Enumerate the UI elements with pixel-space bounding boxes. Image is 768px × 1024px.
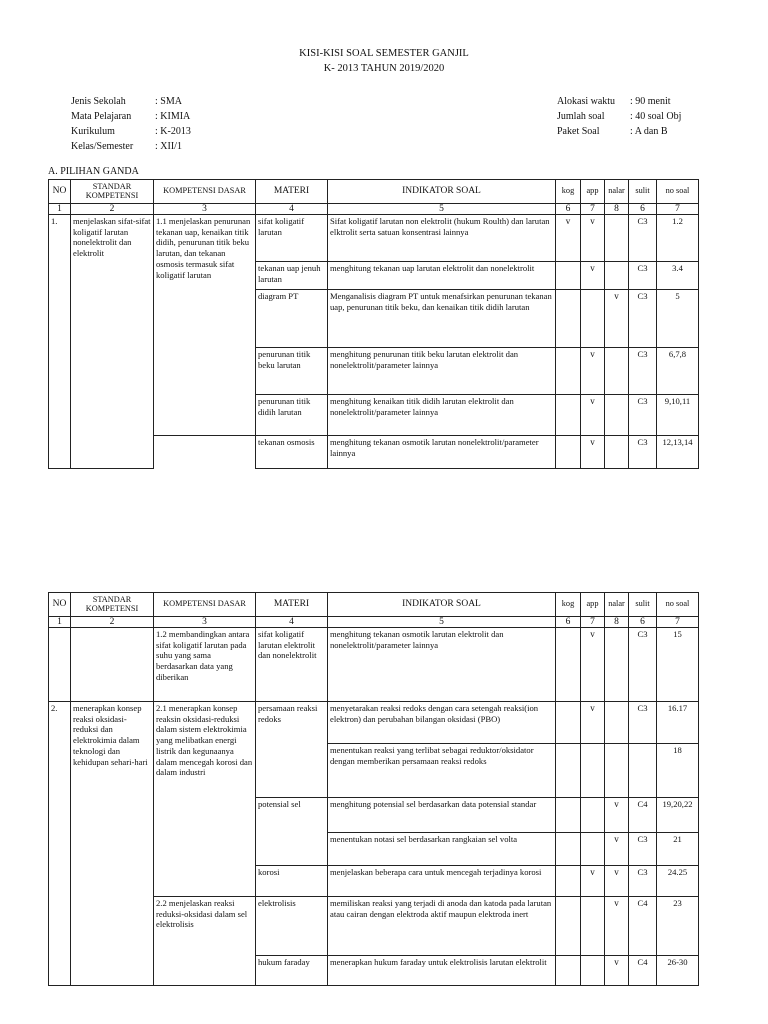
difficulty: C3 bbox=[629, 348, 657, 395]
nalar-mark: v bbox=[605, 833, 629, 866]
app-mark: v bbox=[581, 628, 605, 702]
standar-kompetensi: menerapkan konsep reaksi oksidasi-reduksi dan elektrokimia dalam teknologi dan kehidupan sehari-hari bbox=[71, 702, 154, 986]
row-number: 1. bbox=[49, 215, 71, 469]
question-numbers: 16.17 bbox=[657, 702, 699, 744]
col-header-nosoal: no soal bbox=[657, 593, 699, 617]
document-subtitle: K- 2013 TAHUN 2019/2020 bbox=[323, 63, 445, 74]
column-number-row: 1 2 3 4 5 6 7 8 6 7 bbox=[49, 617, 699, 628]
col-header-sulit: sulit bbox=[629, 180, 657, 204]
meta-subject: Mata Pelajaran : KIMIA bbox=[71, 111, 191, 122]
nalar-mark: v bbox=[605, 956, 629, 986]
col-header-no: NO bbox=[49, 180, 71, 204]
col-header-app: app bbox=[581, 180, 605, 204]
indikator: menghitung tekanan uap larutan elektrolit dan nonelektrolit bbox=[328, 262, 556, 290]
difficulty: C3 bbox=[629, 215, 657, 262]
kog-mark bbox=[556, 702, 581, 744]
meta-curriculum: Kurikulum : K-2013 bbox=[71, 126, 191, 137]
materi: diagram PT bbox=[256, 290, 328, 348]
indikator: menerapkan hukum faraday untuk elektrolisis larutan elektrolit bbox=[328, 956, 556, 986]
materi: sifat koligatif larutan elektrolit dan nonelektrolit bbox=[256, 628, 328, 702]
kog-mark bbox=[556, 744, 581, 798]
kog-mark bbox=[556, 395, 581, 436]
app-mark: v bbox=[581, 702, 605, 744]
col-header-kog: kog bbox=[556, 593, 581, 617]
question-numbers: 3.4 bbox=[657, 262, 699, 290]
col-header-app: app bbox=[581, 593, 605, 617]
kompetensi-dasar: 2.2 menjelaskan reaksi reduksi-oksidasi dalam sel elektrolisis bbox=[154, 897, 256, 986]
empty-cell bbox=[154, 436, 256, 469]
table-header-row bbox=[49, 593, 699, 617]
difficulty: C3 bbox=[629, 833, 657, 866]
col-header-kd: KOMPETENSI DASAR bbox=[154, 593, 256, 617]
kog-mark bbox=[556, 290, 581, 348]
materi: penurunan titik didih larutan bbox=[256, 395, 328, 436]
question-numbers: 9,10,11 bbox=[657, 395, 699, 436]
question-numbers: 21 bbox=[657, 833, 699, 866]
kog-mark bbox=[556, 262, 581, 290]
kompetensi-dasar: 1.1 menjelaskan penurunan tekanan uap, kenaikan titik didih, penurunan titik beku larutan, dan tekanan osmosis termasuk sifat koligatif larutan bbox=[154, 215, 256, 436]
nalar-mark: v bbox=[605, 897, 629, 956]
nalar-mark bbox=[605, 395, 629, 436]
app-mark: v bbox=[581, 866, 605, 897]
col-header-sk: STANDAR KOMPETENSI bbox=[71, 180, 154, 204]
meta-time-allocation: Alokasi waktu : 90 menit bbox=[557, 96, 671, 107]
table-row bbox=[49, 628, 699, 702]
indikator: menentukan notasi sel berdasarkan rangkaian sel volta bbox=[328, 833, 556, 866]
column-number-row: 1 2 3 4 5 6 7 8 6 7 bbox=[49, 204, 699, 215]
question-numbers: 23 bbox=[657, 897, 699, 956]
kog-mark bbox=[556, 866, 581, 897]
difficulty: C3 bbox=[629, 290, 657, 348]
kog-mark: v bbox=[556, 215, 581, 262]
nalar-mark bbox=[605, 262, 629, 290]
kog-mark bbox=[556, 833, 581, 866]
table-header-row bbox=[49, 180, 699, 204]
kog-mark bbox=[556, 897, 581, 956]
app-mark bbox=[581, 744, 605, 798]
indikator: menghitung tekanan osmotik larutan elektrolit dan nonelektrolit/parameter lainnya bbox=[328, 628, 556, 702]
col-header-nalar: nalar bbox=[605, 180, 629, 204]
materi: sifat koligatif larutan bbox=[256, 215, 328, 262]
kog-mark bbox=[556, 628, 581, 702]
question-numbers: 24.25 bbox=[657, 866, 699, 897]
nalar-mark: v bbox=[605, 290, 629, 348]
question-numbers: 15 bbox=[657, 628, 699, 702]
col-header-kog: kog bbox=[556, 180, 581, 204]
document-title: KISI-KISI SOAL SEMESTER GANJIL bbox=[299, 48, 469, 59]
meta-school-type: Jenis Sekolah : SMA bbox=[71, 96, 182, 107]
question-numbers: 26-30 bbox=[657, 956, 699, 986]
difficulty: C4 bbox=[629, 956, 657, 986]
section-title: A. PILIHAN GANDA bbox=[48, 166, 139, 177]
meta-question-count: Jumlah soal : 40 soal Obj bbox=[557, 111, 682, 122]
kog-mark bbox=[556, 956, 581, 986]
app-mark: v bbox=[581, 436, 605, 469]
materi: korosi bbox=[256, 866, 328, 897]
app-mark: v bbox=[581, 262, 605, 290]
col-header-sk: STANDAR KOMPETENSI bbox=[71, 593, 154, 617]
table-multiple-choice-1 bbox=[48, 179, 699, 469]
question-numbers: 18 bbox=[657, 744, 699, 798]
indikator: menghitung tekanan osmotik larutan nonelektrolit/parameter lainnya bbox=[328, 436, 556, 469]
materi: penurunan titik beku larutan bbox=[256, 348, 328, 395]
indikator: menjelaskan beberapa cara untuk mencegah terjadinya korosi bbox=[328, 866, 556, 897]
difficulty: C3 bbox=[629, 262, 657, 290]
difficulty bbox=[629, 744, 657, 798]
materi: tekanan uap jenuh larutan bbox=[256, 262, 328, 290]
kog-mark bbox=[556, 436, 581, 469]
nalar-mark bbox=[605, 215, 629, 262]
col-header-materi: MATERI bbox=[256, 180, 328, 204]
materi: tekanan osmosis bbox=[256, 436, 328, 469]
col-header-kd: KOMPETENSI DASAR bbox=[154, 180, 256, 204]
app-mark bbox=[581, 956, 605, 986]
difficulty: C3 bbox=[629, 436, 657, 469]
indikator: Menganalisis diagram PT untuk menafsirkan penurunan tekanan uap, penurunan titik beku, dan kenaikan titik didih larutan bbox=[328, 290, 556, 348]
col-header-indikator: INDIKATOR SOAL bbox=[328, 593, 556, 617]
meta-left bbox=[71, 94, 191, 154]
app-mark bbox=[581, 833, 605, 866]
col-header-no: NO bbox=[49, 593, 71, 617]
nalar-mark bbox=[605, 628, 629, 702]
app-mark: v bbox=[581, 395, 605, 436]
col-header-nosoal: no soal bbox=[657, 180, 699, 204]
indikator: menyetarakan reaksi redoks dengan cara setengah reaksi(ion elektron) dan perubahan bilangan oksidasi (PBO) bbox=[328, 702, 556, 744]
nalar-mark bbox=[605, 702, 629, 744]
nalar-mark: v bbox=[605, 866, 629, 897]
indikator: menghitung penurunan titik beku larutan elektrolit dan nonelektrolit/parameter lainnya bbox=[328, 348, 556, 395]
app-mark bbox=[581, 290, 605, 348]
row-number bbox=[49, 628, 71, 702]
meta-question-package: Paket Soal : A dan B bbox=[557, 126, 668, 137]
col-header-sulit: sulit bbox=[629, 593, 657, 617]
materi: potensial sel bbox=[256, 798, 328, 866]
question-numbers: 1.2 bbox=[657, 215, 699, 262]
kompetensi-dasar: 1.2 membandingkan antara sifat koligatif larutan pada suhu yang sama berdasarkan data yang diberikan bbox=[154, 628, 256, 702]
app-mark bbox=[581, 798, 605, 833]
meta-class-semester: Kelas/Semester : XII/1 bbox=[71, 141, 182, 152]
difficulty: C3 bbox=[629, 866, 657, 897]
indikator: menghitung potensial sel berdasarkan data potensial standar bbox=[328, 798, 556, 833]
kog-mark bbox=[556, 348, 581, 395]
kompetensi-dasar: 2.1 menerapkan konsep reaksin oksidasi-reduksi dalam sistem elektrokimia yang melibatkan energi listrik dan kegunaanya dalam mencegah korosi dan dalam industri bbox=[154, 702, 256, 897]
nalar-mark bbox=[605, 436, 629, 469]
col-header-materi: MATERI bbox=[256, 593, 328, 617]
question-numbers: 19,20,22 bbox=[657, 798, 699, 833]
difficulty: C3 bbox=[629, 395, 657, 436]
col-header-indikator: INDIKATOR SOAL bbox=[328, 180, 556, 204]
table-row bbox=[49, 702, 699, 744]
standar-kompetensi bbox=[71, 628, 154, 702]
materi: persamaan reaksi redoks bbox=[256, 702, 328, 798]
difficulty: C3 bbox=[629, 702, 657, 744]
materi: elektrolisis bbox=[256, 897, 328, 956]
meta-right bbox=[557, 94, 681, 139]
table-row bbox=[49, 215, 699, 262]
indikator: Sifat koligatif larutan non elektrolit (hukum Roulth) dan larutan elktrolit serta satuan konsentrasi lainnya bbox=[328, 215, 556, 262]
nalar-mark: v bbox=[605, 798, 629, 833]
difficulty: C4 bbox=[629, 798, 657, 833]
question-numbers: 12,13,14 bbox=[657, 436, 699, 469]
col-header-nalar: nalar bbox=[605, 593, 629, 617]
row-number: 2. bbox=[49, 702, 71, 986]
table-multiple-choice-2 bbox=[48, 592, 699, 986]
nalar-mark bbox=[605, 744, 629, 798]
app-mark bbox=[581, 897, 605, 956]
question-numbers: 5 bbox=[657, 290, 699, 348]
question-numbers: 6,7,8 bbox=[657, 348, 699, 395]
indikator: menghitung kenaikan titik didih larutan elektrolit dan nonelektrolit/parameter lainnya bbox=[328, 395, 556, 436]
difficulty: C3 bbox=[629, 628, 657, 702]
app-mark: v bbox=[581, 348, 605, 395]
standar-kompetensi: menjelaskan sifat-sifat koligatif larutan nonelektrolit dan elektrolit bbox=[71, 215, 154, 469]
materi: hukum faraday bbox=[256, 956, 328, 986]
kog-mark bbox=[556, 798, 581, 833]
difficulty: C4 bbox=[629, 897, 657, 956]
app-mark: v bbox=[581, 215, 605, 262]
nalar-mark bbox=[605, 348, 629, 395]
indikator: menentukan reaksi yang terlibat sebagai reduktor/oksidator dengan memberikan persamaan reaksi redoks bbox=[328, 744, 556, 798]
indikator: memiliskan reaksi yang terjadi di anoda dan katoda pada larutan atau cairan dengan elektroda aktif maupun elektroda inert bbox=[328, 897, 556, 956]
